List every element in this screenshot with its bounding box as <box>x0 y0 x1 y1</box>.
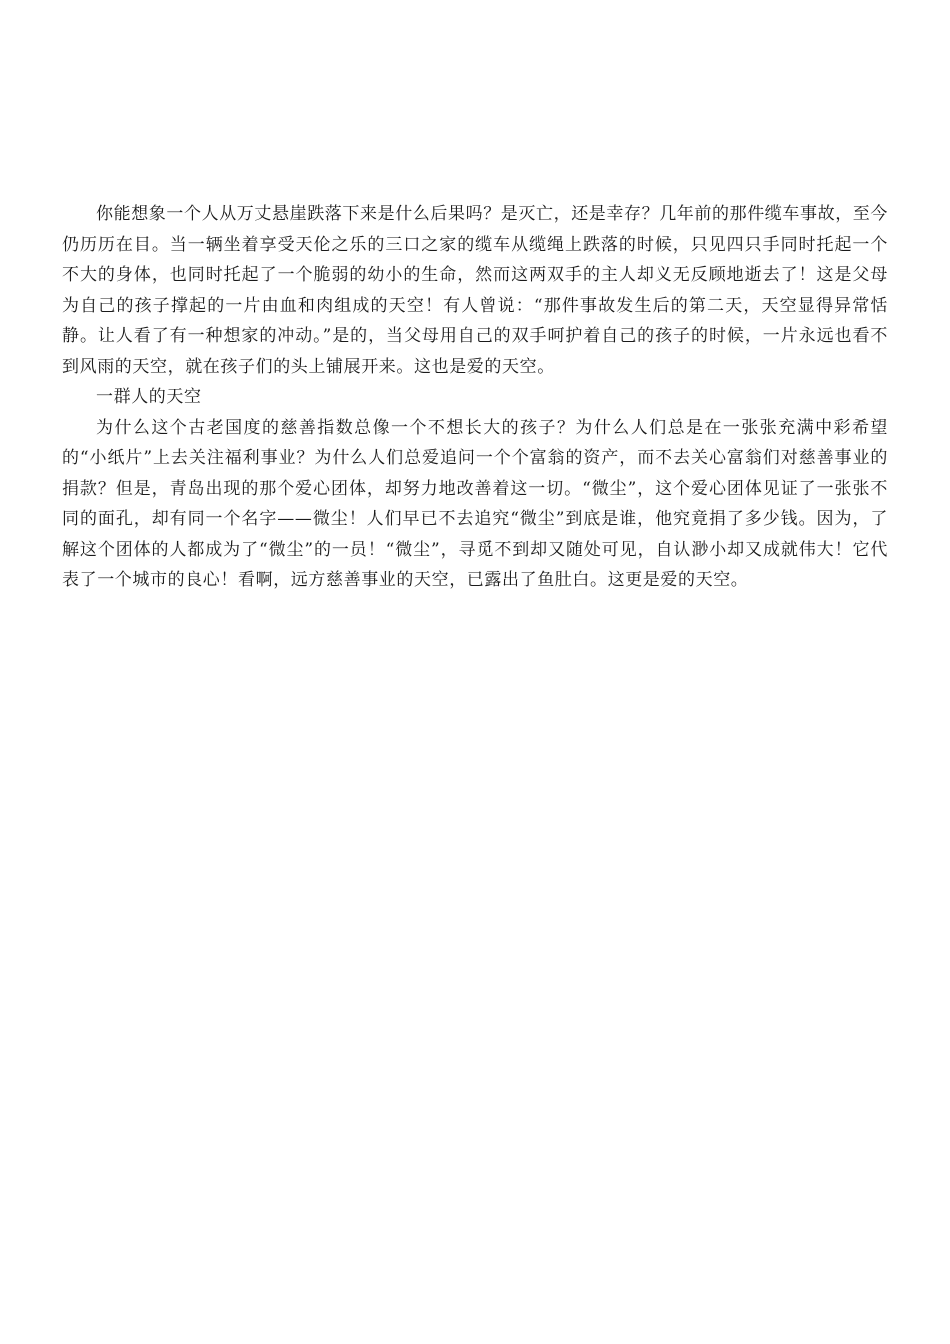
document-body <box>62 199 888 596</box>
paragraph-parents-sky: 你能想象一个人从万丈悬崖跌落下来是什么后果吗？是灭亡，还是幸存？几年前的那件缆车事故，至今仍历历在目。当一辆坐着享受天伦之乐的三口之家的缆车从缆绳上跌落的时候，只见四只手同时托起一个不大的身体，也同时托起了一个脆弱的幼小的生命，然而这两双手的主人却义无反顾地逝去了！这是父母为自己的孩子撑起的一片由血和肉组成的天空！有人曾说：“那件事故发生后的第二天，天空显得异常恬静。让人看了有一种想家的冲动。”是的，当父母用自己的双手呵护着自己的孩子的时候，一片永远也看不到风雨的天空，就在孩子们的头上铺展开来。这也是爱的天空。 <box>62 204 888 377</box>
paragraph-group-sky: 为什么这个古老国度的慈善指数总像一个不想长大的孩子？为什么人们总是在一张张充满中彩希望的“小纸片”上去关注福利事业？为什么人们总爱追问一个个富翁的资产，而不去关心富翁们对慈善事业的捐款？但是，青岛出现的那个爱心团体，却努力地改善着这一切。“微尘”，这个爱心团体见证了一张张不同的面孔，却有同一个名字——微尘！人们早已不去追究“微尘”到底是谁，他究竟捐了多少钱。因为，了解这个团体的人都成为了“微尘”的一员！“微尘”，寻觅不到却又随处可见，自认渺小却又成就伟大！它代表了一个城市的良心！看啊，远方慈善事业的天空，已露出了鱼肚白。这更是爱的天空。 <box>62 417 888 590</box>
section-heading-group-sky: 一群人的天空 <box>96 387 202 407</box>
